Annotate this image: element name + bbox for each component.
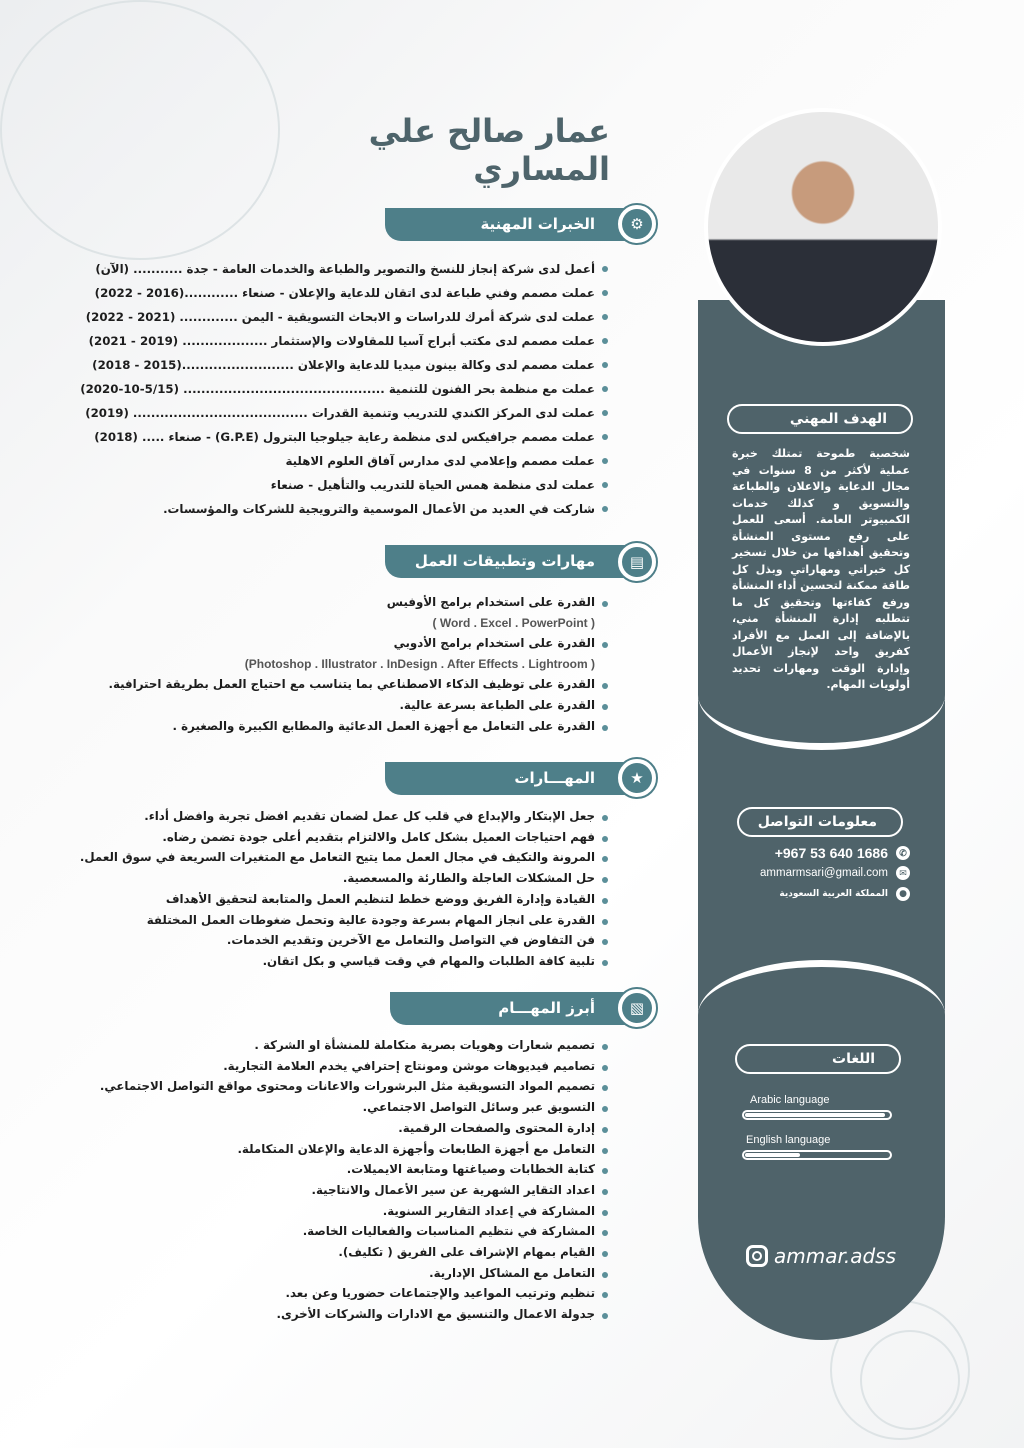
list-item: اعداد التقاير الشهرية عن سير الأعمال والانتاجية.: [68, 1180, 608, 1201]
list-item-detail: ( Word . Excel . PowerPoint ): [432, 615, 595, 630]
list-item: فهم احتياجات العميل بشكل كامل والالتزام بتقديم أعلى جودة تضمن رضاه.: [68, 827, 608, 848]
list-item: القدرة على استخدام برامج الأوفيس: [68, 592, 608, 613]
list-item: عملت مصمم وإعلامي لدى مدارس آفاق العلوم الاهلية: [68, 449, 608, 473]
list-item: جدولة الاعمال والتنسيق مع الادارات والشركات الأخرى.: [68, 1304, 608, 1325]
list-item: تصاميم فيديوهات موشن ومونتاج إحترافي يخدم العلامة التجارية.: [68, 1056, 608, 1077]
list-item: عملت لدى شركة أمرك للدراسات و الابحاث التسويقية - اليمن ............. (2021 - 2022): [68, 305, 608, 329]
list-item-detail: ( Photoshop . Illustrator . InDesign . After Effects . Lightroom): [244, 656, 595, 671]
objective-text: شخصية طموحة تمتلك خبرة عملية لأكثر من 8 سنوات في مجال الدعاية والاعلان والطباعة والتسويق و كذلك خدمات الكمبيوتر العامة. أسعى للعمل على رفع مستوى المنشأة وتحقيق أهدافها من خلال تسخير كل خبراتي ومهاراتي وبذل كل طاقة ممكنة لتحسين أداء المنشأة ورفع كفاءتها وتحقيق كل ما تتطلبه إدارة المنشأة مني، بالإضافة إلى العمل مع الأفراد كفريق واحد لإنجاز الأعمال وإدارة الوقت ومهارات تحديد أولويات المهام.: [732, 447, 910, 691]
location-text: المملكة العربية السعودية: [779, 889, 888, 899]
tasks-list: [68, 1035, 608, 1325]
list-item: القيادة وإدارة الفريق ووضع خطط لتنظيم العمل والمتابعة لتحقيق الأهداف: [68, 889, 608, 910]
list-item: القدرة على الطباعة بسرعة عالية.: [68, 695, 608, 716]
skills-list: [68, 806, 608, 972]
list-item: إدارة المحتوى والصفحات الرقمية.: [68, 1118, 608, 1139]
languages-heading: اللغات: [735, 1044, 901, 1074]
objective-heading: الهدف المهني: [727, 404, 913, 434]
list-item: المشاركة في نتظيم المناسبات والفعاليات الخاصة.: [68, 1221, 608, 1242]
decorative-circle: [860, 1330, 960, 1430]
list-item: التعامل مع المشاكل الإدارية.: [68, 1263, 608, 1284]
language-level-bar: [742, 1110, 892, 1120]
list-item: عملت مصمم جرافيكس لدى منظمة رعاية جيلوجيا البترول (G.P.E) - صنعاء ..... (2018): [68, 425, 608, 449]
experience-list: [68, 257, 608, 521]
document-icon: ▧: [616, 987, 658, 1029]
phone-text: +967 53 640 1686: [774, 845, 888, 861]
decorative-circle: [0, 0, 280, 260]
list-item: عملت مصمم لدى مكتب أبراج آسيا للمقاولات والإستثمار ................... (2019 - 2021): [68, 329, 608, 353]
list-item: أعمل لدى شركة إنجاز للنسخ والتصوير والطباعة والخدمات العامة - جدة ........... (الآن): [68, 257, 608, 281]
instagram-icon: [746, 1245, 768, 1267]
language-label: Arabic language: [750, 1094, 830, 1106]
phone-icon: ✆: [896, 846, 910, 860]
list-item: شاركت في العديد من الأعمال الموسمية والترويجية للشركات والمؤسسات.: [68, 497, 608, 521]
list-item: القيام بمهام الإشراف على الفريق ( تكليف).: [68, 1242, 608, 1263]
instagram-handle[interactable]: [746, 1244, 896, 1268]
contact-email[interactable]: [730, 866, 910, 880]
email-icon: ✉: [896, 866, 910, 880]
list-item: عملت لدى المركز الكندي للتدريب وتنمية القدرات ....................................... (2019): [68, 401, 608, 425]
page-title: عمار صالح علي المساري: [368, 112, 610, 188]
list-item: جعل الإبتكار والإبداع في قلب كل عمل لضمان تقديم افضل تجربة وافضل أداء.: [68, 806, 608, 827]
section-heading-experience: الخبرات المهنية: [385, 208, 635, 241]
language-level-fill: [745, 1113, 885, 1117]
list-item: القدرة على توظيف الذكاء الاصطناعي بما يتناسب مع احتياج العمل بطريقة احترافية.: [68, 674, 608, 695]
contact-phone: [730, 845, 910, 861]
profile-photo: [708, 112, 938, 342]
list-item: عملت مصمم وفني طباعة لدى اتقان للدعاية والإعلان - صنعاء ............(2016 - 2022): [68, 281, 608, 305]
head-gears-icon: ⚙: [616, 203, 658, 245]
list-item: القدرة على انجاز المهام بسرعة وجودة عالية وتحمل ضغوطات العمل المختلفة: [68, 910, 608, 931]
list-item: تصميم شعارات وهويات بصرية متكاملة للمنشأة او الشركة .: [68, 1035, 608, 1056]
software-list: [68, 592, 608, 736]
list-item: المشاركة في إعداد التقارير السنوية.: [68, 1201, 608, 1222]
list-item: عملت لدى منظمة همس الحياة للتدريب والتأهيل - صنعاء: [68, 473, 608, 497]
section-heading-skills: المهـــارات: [385, 762, 635, 795]
language-label: English language: [746, 1134, 831, 1146]
list-item: عملت مع منظمة بحر الفنون للتنمية ............................................. (5/15-10-2020): [68, 377, 608, 401]
contact-location: [730, 887, 910, 901]
language-level-bar: [742, 1150, 892, 1160]
instagram-text: ammar.adss: [774, 1244, 897, 1268]
list-item: القدرة على التعامل مع أجهزة العمل الدعائية والمطابع الكبيرة والصغيرة .: [68, 716, 608, 737]
location-pin-icon: ●: [896, 887, 910, 901]
list-item: التعامل مع أجهزة الطابعات وأجهزة الدعاية والإعلان المتكاملة.: [68, 1139, 608, 1160]
email-text[interactable]: ammarmsari@gmail.com: [760, 867, 888, 879]
list-item: تصميم المواد التسويقية مثل البرشورات والاعانات ومحتوى مواقع التواصل الاجتماعي.: [68, 1076, 608, 1097]
list-item: حل المشكلات العاجلة والطارئة والمسعصية.: [68, 868, 608, 889]
list-item: تلبية كافة الطلبات والمهام في وقت قياسي و بكل اتقان.: [68, 951, 608, 972]
list-item: عملت مصمم لدى وكالة بينون ميديا للدعاية والإعلان .........................(2015 - 2018): [68, 353, 608, 377]
list-item: فن التفاوض في التواصل والتعامل مع الآخرين وتقديم الخدمات.: [68, 930, 608, 951]
list-item: القدرة على استخدام برامج الأدوبي: [68, 633, 608, 654]
team-star-icon: ★: [616, 757, 658, 799]
contact-heading: معلومات التواصل: [737, 807, 903, 837]
section-heading-tasks: أبرز المهـــام: [390, 992, 635, 1025]
list-item: المرونة والتكيف في مجال العمل مما يتيح التعامل مع المتغيرات السريعة في سوق العمل.: [68, 847, 608, 868]
list-item: تنظيم وترتيب المواعيد والإجتماعات حضوريا وعن بعد.: [68, 1283, 608, 1304]
list-item: كتابة الخطابات وصياغتها ومتابعة الايميلات.: [68, 1159, 608, 1180]
certificate-icon: ▤: [616, 541, 658, 583]
language-level-fill: [745, 1153, 800, 1157]
section-heading-software: مهارات وتطبيقات العمل: [385, 545, 635, 578]
list-item: التسويق عبر وسائل التواصل الاجتماعي.: [68, 1097, 608, 1118]
